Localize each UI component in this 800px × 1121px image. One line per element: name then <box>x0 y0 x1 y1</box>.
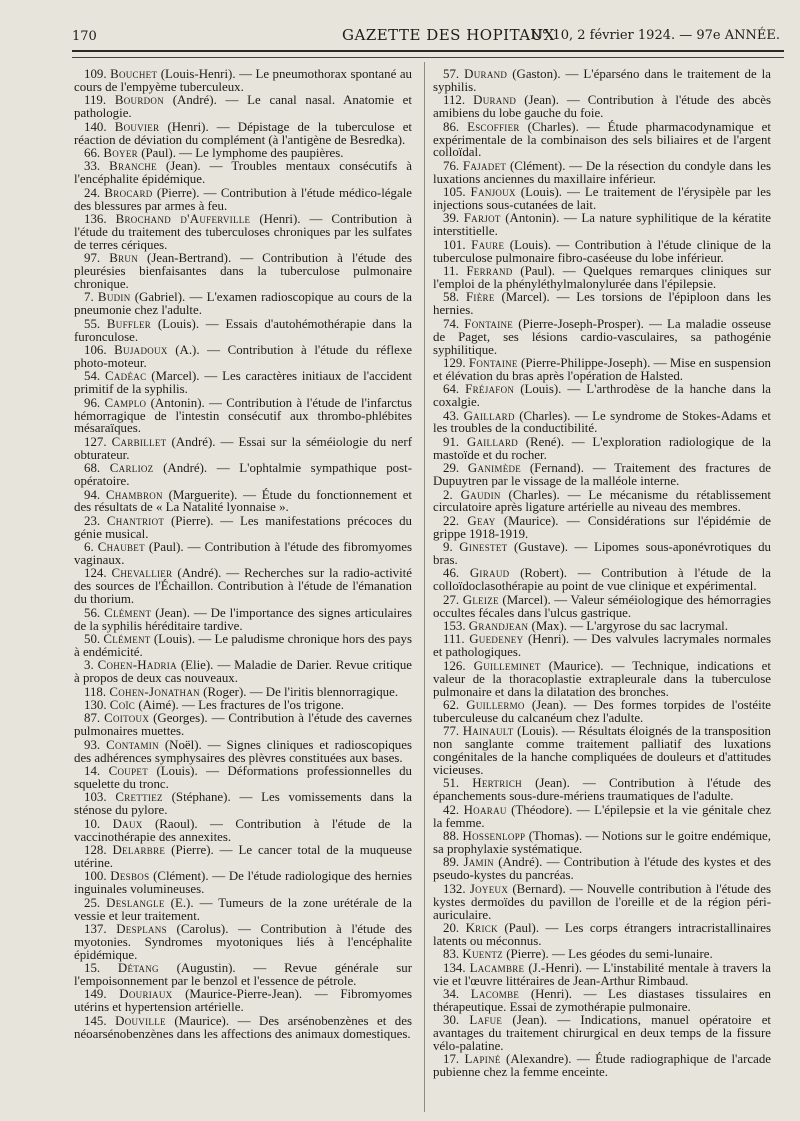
header-rule-thin <box>72 57 784 58</box>
entry-number: 111. <box>443 632 465 647</box>
author-name: Cadéac <box>104 369 147 384</box>
thesis-entry <box>433 725 771 777</box>
entry-text: (Louis). — Résultats éloignés de la transposition non sanglante comme traitement palliatif des luxations congénitales de la hanche compliquées de douleurs et d'attitudes vicieuses. <box>433 724 771 778</box>
entry-number: 76. <box>443 158 460 173</box>
author-name: Ganimède <box>467 461 522 476</box>
author-name: Krick <box>465 920 498 935</box>
entry-number: 119. <box>84 93 107 108</box>
entry-text: (Jean). — Contribution à l'étude des abcès amibiens du lobe gauche du foie. <box>433 93 771 121</box>
entry-text: (Henri). — Dépistage de la tuberculose et réaction de déviation du complément (à l'antigène de Besredka). <box>74 119 412 147</box>
entry-text: (Pierre). — Le cancer total de la muqueuse utérine. <box>74 842 412 870</box>
thesis-entry <box>74 844 412 870</box>
author-name: Grandjean <box>468 619 529 634</box>
entry-text: (Robert). — Contribution à l'étude de la colloïdoclasothérapie au point de vue clinique et expérimental. <box>433 566 771 594</box>
entry-number: 128. <box>84 842 107 857</box>
thesis-entry <box>433 948 771 961</box>
entry-number: 153. <box>443 619 466 634</box>
author-name: Daux <box>112 816 143 831</box>
entry-number: 29. <box>443 461 460 476</box>
entry-number: 77. <box>443 724 460 739</box>
entry-number: 112. <box>443 93 466 108</box>
entry-text: (Paul). — Quelques remarques cliniques sur l'emploi de la phényléthylmalonylurée dans l'épilepsie. <box>433 264 771 291</box>
entry-number: 17. <box>443 1052 460 1067</box>
entry-text: (Maurice). — Technique, indications et valeur de la thoracoplastie extrapleurale dans la tuberculose pulmonaire et dans la dilatation des bronches. <box>433 658 771 699</box>
entry-text: (Fernand). — Traitement des fractures de Dupuytren par le vissage de la malléole interne. <box>433 461 771 489</box>
author-name: Brochand d'Auferville <box>115 211 251 226</box>
entry-number: 7. <box>84 290 94 305</box>
thesis-entry <box>433 212 771 238</box>
entry-number: 57. <box>443 67 460 81</box>
author-name: Joyeux <box>469 881 509 896</box>
entry-number: 88. <box>443 829 460 844</box>
author-name: Cohen-Jonathan <box>109 684 200 699</box>
entry-text: (E.). — Tumeurs de la zone urétérale de la vessie et leur traitement. <box>74 895 412 923</box>
thesis-entry <box>74 291 412 317</box>
author-name: Chantriot <box>106 513 165 528</box>
thesis-entry <box>74 541 412 567</box>
entry-text: (André). — L'ophtalmie sympathique post-opératoire. <box>74 461 412 489</box>
entry-number: 137. <box>84 921 107 936</box>
author-name: Farjot <box>463 211 501 226</box>
author-name: Fière <box>465 290 495 305</box>
entry-number: 93. <box>84 737 101 752</box>
entry-text: (Henri). — Contribution à l'étude du traitement des tuberculoses chroniques par les sulfates de terres cériques. <box>74 211 412 252</box>
thesis-entry <box>433 357 771 383</box>
entry-number: 74. <box>443 316 460 331</box>
thesis-entry <box>433 94 771 120</box>
entry-number: 27. <box>443 592 460 607</box>
author-name: Cohen-Hadria <box>97 658 177 673</box>
thesis-entry <box>74 252 412 291</box>
entry-text: (Stéphane). — Les vomissements dans la sténose du pylore. <box>74 790 412 818</box>
thesis-entry <box>433 804 771 830</box>
thesis-entry <box>433 922 771 948</box>
entry-number: 126. <box>443 658 466 673</box>
author-name: Durand <box>473 93 517 108</box>
thesis-entry <box>74 659 412 685</box>
entry-text: (Alexandre). — Étude radiographique de l'arcade pubienne chez la femme enceinte. <box>433 1052 771 1080</box>
author-name: Lafue <box>469 1013 503 1028</box>
entry-number: 25. <box>84 895 101 910</box>
author-name: Hossenlopp <box>462 829 526 844</box>
author-name: Fontaine <box>468 355 518 370</box>
thesis-entry <box>433 594 771 620</box>
author-name: Chevallier <box>111 566 173 581</box>
entry-text: (Pierre-Philippe-Joseph). — Mise en suspension et élévation du bras après l'opération de Halsted. <box>433 355 771 383</box>
entry-number: 105. <box>443 185 466 200</box>
author-name: Lapiné <box>464 1052 501 1067</box>
author-name: Détang <box>117 961 159 976</box>
author-name: Jamin <box>463 855 494 870</box>
thesis-entry <box>74 121 412 147</box>
entry-number: 55. <box>84 316 101 331</box>
entry-text: (Paul). — Le lymphome des paupières. <box>137 145 344 160</box>
author-name: Desbos <box>110 869 150 884</box>
thesis-entry <box>433 830 771 856</box>
entry-text: (Louis). — Essais d'autohémothérapie dans la furonculose. <box>74 316 412 344</box>
thesis-entry <box>74 607 412 633</box>
entry-text: (André). — Essai sur la séméiologie du nerf obturateur. <box>74 434 412 462</box>
entry-text: (Raoul). — Contribution à l'étude de la vaccinothérapie des annexites. <box>74 816 412 844</box>
entry-number: 127. <box>84 434 107 449</box>
thesis-entry <box>74 94 412 120</box>
entry-number: 118. <box>84 684 107 699</box>
entry-text: (Henri). — Des valvules lacrymales normales et pathologiques. <box>433 632 771 660</box>
entry-number: 86. <box>443 119 460 134</box>
thesis-entry <box>433 541 771 567</box>
author-name: Coïc <box>109 698 136 712</box>
running-header <box>72 26 780 48</box>
entry-text: (Louis-Henri). — Le pneumothorax spontané au cours de l'empyème tuberculeux. <box>74 67 412 94</box>
author-name: Gaillard <box>466 434 519 449</box>
entry-text: (Charles). — Le mécanisme du rétablissement circulatoire après ligature artérielle au niveau des membres. <box>433 487 771 515</box>
issue-info: N° 10, 2 février 1924. — 97e ANNÉE. <box>530 28 780 43</box>
entry-text: (Pierre). — Contribution à l'étude médico-légale des blessures par armes à feu. <box>74 185 412 213</box>
thesis-entry <box>433 660 771 699</box>
entry-text: (Paul). — Les corps étrangers intracristallinaires latents ou méconnus. <box>433 920 771 948</box>
entry-text: (Louis). — Le traitement de l'érysipèle par les injections sous-cutanées de lait. <box>433 185 771 213</box>
author-name: Durand <box>464 67 508 81</box>
entry-text: (Carolus). — Contribution à l'étude des myotonies. Syndromes myotoniques liés à l'encéphalite épidémique. <box>74 921 412 962</box>
thesis-entry <box>74 739 412 765</box>
entry-number: 56. <box>84 605 101 620</box>
thesis-entry <box>74 147 412 160</box>
entry-number: 134. <box>443 960 466 975</box>
thesis-entry <box>433 633 771 659</box>
thesis-entry <box>433 988 771 1014</box>
author-name: Bourdon <box>114 93 165 108</box>
author-name: Carlioz <box>109 461 154 476</box>
author-name: Kuentz <box>462 947 503 962</box>
author-name: Boyer <box>103 145 138 160</box>
entry-number: 3. <box>84 658 94 673</box>
thesis-entry <box>74 962 412 988</box>
author-name: Hoarau <box>463 802 507 817</box>
author-name: Faure <box>471 237 505 252</box>
entry-text: (Aimé). — Les fractures de l'os trigone. <box>135 698 344 712</box>
thesis-entry <box>433 239 771 265</box>
entry-number: 20. <box>443 920 460 935</box>
author-name: Ginestet <box>459 540 508 555</box>
thesis-entry <box>433 383 771 409</box>
author-name: Ferrand <box>466 264 513 279</box>
entry-number: 11. <box>443 264 459 279</box>
entry-text: (Théodore). — L'épilepsie et la vie génitale chez la femme. <box>433 802 771 830</box>
entry-text: (Georges). — Contribution à l'étude des cavernes pulmonaires muettes. <box>74 711 412 739</box>
author-name: Gaillard <box>463 408 515 423</box>
author-name: Carbillet <box>111 434 167 449</box>
thesis-entry <box>433 410 771 436</box>
entry-text: (Marguerite). — Étude du fonctionnement et des résultats de « La Natalité lyonnaise ». <box>74 487 412 515</box>
author-name: Clément <box>104 605 152 620</box>
entry-text: (Noël). — Signes cliniques et radioscopiques des adhérences symphysaires des plèvres constituées aux bases. <box>74 737 412 765</box>
entry-number: 9. <box>443 540 453 555</box>
thesis-entry <box>433 121 771 160</box>
author-name: Giraud <box>469 566 510 581</box>
entry-text: (Bernard). — Nouvelle contribution à l'étude des kystes dermoïdes du pavillon de l'oreille et de la région péri-auriculaire. <box>433 881 771 922</box>
thesis-entry <box>74 397 412 436</box>
entry-text: (A.). — Contribution à l'étude du réflexe photo-moteur. <box>74 343 412 370</box>
thesis-entry <box>433 699 771 725</box>
right-column <box>433 68 771 1080</box>
left-column <box>74 68 412 1041</box>
entry-text: (Elie). — Maladie de Darier. Revue critique à propos de deux cas nouveaux. <box>74 658 412 686</box>
thesis-entry <box>74 318 412 344</box>
entry-number: 54. <box>84 369 101 384</box>
thesis-entry <box>433 462 771 488</box>
author-name: Guillermo <box>466 698 525 712</box>
entry-number: 130. <box>84 698 107 712</box>
header-rule-thick <box>72 50 784 52</box>
entry-number: 64. <box>443 382 460 397</box>
entry-text: (Jean). — Contribution à l'étude des épanchements sous-dure-mériens traumatiques de l'adulte. <box>433 776 771 804</box>
entry-number: 14. <box>84 764 101 779</box>
thesis-entry <box>433 515 771 541</box>
entry-text: (Jean-Bertrand). — Contribution à l'étude des pleurésies bienfaisantes dans la tuberculose pulmonaire chronique. <box>74 251 412 291</box>
entry-text: (Louis). — Le paludisme chronique hors des pays à endémicité. <box>74 631 412 659</box>
author-name: Douriaux <box>119 987 173 1002</box>
entry-number: 39. <box>443 211 460 226</box>
entry-number: 103. <box>84 790 107 805</box>
author-name: Delarbre <box>112 842 166 857</box>
entry-text: (André). — Contribution à l'étude des kystes et des pseudo-kystes du pancréas. <box>433 855 771 883</box>
page-number: 170 <box>72 29 97 44</box>
entry-number: 129. <box>443 355 466 370</box>
author-name: Douville <box>115 1013 166 1028</box>
author-name: Hertrich <box>472 776 522 791</box>
thesis-entry <box>433 620 771 633</box>
entry-number: 58. <box>443 290 460 305</box>
author-name: Budin <box>97 290 131 305</box>
entry-number: 68. <box>84 461 101 476</box>
entry-text: (Maurice). — Considérations sur l'épidémie de grippe 1918-1919. <box>433 513 771 541</box>
entry-number: 83. <box>443 947 460 962</box>
journal-title: GAZETTE DES HOPITAUX <box>342 26 555 44</box>
entry-number: 33. <box>84 159 101 174</box>
thesis-entry <box>74 791 412 817</box>
entry-text: (Max). — L'argyrose du sac lacrymal. <box>528 619 728 634</box>
thesis-entry <box>74 213 412 252</box>
entry-text: (Charles). — Étude pharmacodynamique et expérimentale de la combinaison des sels biliaires et de l'argent colloïdal. <box>433 119 771 160</box>
author-name: Lacombe <box>470 986 520 1001</box>
entry-number: 22. <box>443 513 460 528</box>
entry-number: 100. <box>84 869 107 884</box>
entry-number: 42. <box>443 802 460 817</box>
entry-text: (Marcel). — Valeur séméiologique des hémorragies occultes fécales dans l'ulcus gastrique. <box>433 592 771 620</box>
thesis-entry <box>433 489 771 515</box>
thesis-entry <box>433 777 771 803</box>
entry-number: 96. <box>84 395 101 410</box>
entry-text: (Maurice). — Des arsénobenzènes et des néoarsénobenzènes dans les affections des animaux domestiques. <box>74 1013 412 1041</box>
entry-number: 136. <box>84 211 107 226</box>
entry-text: (Louis). — Déformations professionnelles du squelette du tronc. <box>74 764 412 791</box>
thesis-entry <box>74 686 412 699</box>
author-name: Fréjafon <box>465 382 515 397</box>
author-name: Clément <box>103 631 151 646</box>
entry-text: (Louis). — L'arthrodèse de la hanche dans la coxalgie. <box>433 382 771 410</box>
thesis-entry <box>433 962 771 988</box>
entry-text: (Henri). — Les diastases tissulaires en thérapeutique. Essai de zymothérapie pulmonaire. <box>433 986 771 1014</box>
entry-text: (Clément). — De la résection du condyle dans les luxations anciennes du maxillaire inférieur. <box>433 158 771 186</box>
author-name: Deslangle <box>106 895 165 910</box>
entry-text: (André). — Le canal nasal. Anatomie et pathologie. <box>74 93 412 121</box>
author-name: Branche <box>109 159 157 174</box>
entry-text: (Jean). — Des formes torpides de l'ostéite tuberculeuse du calcanéum chez l'adulte. <box>433 698 771 725</box>
thesis-entry <box>74 897 412 923</box>
entry-text: (Paul). — Contribution à l'étude des fibromyomes vaginaux. <box>74 540 412 568</box>
entry-number: 149. <box>84 987 107 1002</box>
entry-text: (Marcel). — Les torsions de l'épiploon dans les hernies. <box>433 290 771 318</box>
author-name: Guedeney <box>469 632 524 647</box>
entry-number: 30. <box>443 1013 460 1028</box>
entry-text: (Louis). — Contribution à l'étude clinique de la tuberculose pulmonaire fibro-caséeuse du lobe inférieur. <box>433 237 771 265</box>
entry-text: (Augustin). — Revue générale sur l'empoisonnement par le benzol et l'essence de pétrole. <box>74 961 412 989</box>
entry-number: 91. <box>443 434 460 449</box>
thesis-entry <box>74 160 412 186</box>
thesis-entry <box>74 633 412 659</box>
author-name: Coupet <box>108 764 149 779</box>
author-name: Desplans <box>116 921 167 936</box>
entry-number: 145. <box>84 1013 107 1028</box>
author-name: Crettiez <box>115 790 163 805</box>
thesis-entry <box>74 370 412 396</box>
entry-number: 50. <box>84 631 101 646</box>
entry-text: (Antonin). — Contribution à l'étude de l'infarctus hémorragique de l'intestin consécutif aux thrombo-phlébites mésaraïques. <box>74 395 412 436</box>
entry-number: 34. <box>443 986 460 1001</box>
author-name: Lacambre <box>469 960 525 975</box>
entry-number: 10. <box>84 816 101 831</box>
entry-number: 15. <box>84 961 101 976</box>
thesis-entry <box>74 923 412 962</box>
entry-number: 6. <box>84 540 94 555</box>
author-name: Bouvier <box>114 119 160 134</box>
thesis-entry <box>74 489 412 515</box>
thesis-entry <box>433 567 771 593</box>
thesis-entry <box>74 765 412 791</box>
entry-number: 2. <box>443 487 453 502</box>
entry-number: 46. <box>443 566 460 581</box>
entry-number: 51. <box>443 776 460 791</box>
thesis-entry <box>74 988 412 1014</box>
thesis-entry <box>433 883 771 922</box>
thesis-entry <box>74 68 412 94</box>
author-name: Contamin <box>106 737 159 752</box>
entry-text: (André). — Recherches sur la radio-activité des sources de l'Échaillon. Contribution à l'étude de l'émanation du thorium. <box>74 566 412 607</box>
thesis-entry <box>74 187 412 213</box>
entry-number: 94. <box>84 487 101 502</box>
thesis-entry <box>74 462 412 488</box>
author-name: Chambron <box>105 487 163 502</box>
thesis-entry <box>433 436 771 462</box>
thesis-entry <box>74 712 412 738</box>
thesis-entry <box>433 265 771 291</box>
author-name: Bujadoux <box>114 343 168 358</box>
entry-text: (Pierre). — Les géodes du semi-lunaire. <box>502 947 713 962</box>
author-name: Chaubet <box>97 540 145 555</box>
thesis-entry <box>74 567 412 606</box>
entry-text: (Antonin). — La nature syphilitique de la kératite interstitielle. <box>433 211 771 239</box>
entry-text: (J.-Henri). — L'instabilité mentale à travers la vie et l'œuvre littéraires de Jean-Arthur Rimbaud. <box>433 960 771 988</box>
entry-text: (Jean). — De l'importance des signes articulaires de la syphilis héréditaire tardive. <box>74 605 412 633</box>
entry-text: (Gabriel). — L'examen radioscopique au cours de la pneumonie chez l'adulte. <box>74 290 412 318</box>
entry-number: 89. <box>443 855 460 870</box>
entry-text: (Jean). — Indications, manuel opératoire et avantages du traitement chirurgical en deux temps de la fissure vélo-palatine. <box>433 1013 771 1054</box>
author-name: Coitoux <box>104 711 150 726</box>
entry-text: (Gaston). — L'éparséno dans le traitement de la syphilis. <box>433 67 771 94</box>
column-divider <box>424 62 425 1112</box>
thesis-entry <box>433 1014 771 1053</box>
thesis-entry <box>433 856 771 882</box>
author-name: Fajadet <box>462 158 507 173</box>
author-name: Brun <box>109 251 138 266</box>
entry-text: (Pierre-Joseph-Prosper). — La maladie osseuse de Paget, ses lésions cardio-vasculaires, sa pathogénie syphilitique. <box>433 316 771 357</box>
entry-number: 106. <box>84 343 107 358</box>
entry-number: 140. <box>84 119 107 134</box>
entry-text: (Maurice-Pierre-Jean). — Fibromyomes utérins et hypertension artérielle. <box>74 987 412 1015</box>
entry-number: 101. <box>443 237 466 252</box>
thesis-entry <box>433 160 771 186</box>
entry-number: 23. <box>84 513 101 528</box>
author-name: Guilleminet <box>473 658 541 673</box>
author-name: Escoffier <box>467 119 520 134</box>
entry-text: (Clément). — De l'étude radiologique des hernies inguinales volumineuses. <box>74 869 413 897</box>
thesis-entry <box>74 699 412 712</box>
author-name: Hainault <box>462 724 514 739</box>
thesis-entry <box>433 186 771 212</box>
thesis-entry <box>74 515 412 541</box>
author-name: Camplo <box>104 395 147 410</box>
entry-text: (Marcel). — Les caractères initiaux de l'accident primitif de la syphilis. <box>74 369 412 397</box>
entry-number: 43. <box>443 408 460 423</box>
entry-text: (Charles). — Le syndrome de Stokes-Adams et les troubles de la conductibilité. <box>433 408 771 436</box>
entry-text: (Roger). — De l'iritis blennorragique. <box>199 684 399 699</box>
thesis-entry <box>74 818 412 844</box>
entry-text: (Gustave). — Lipomes sous-aponévrotiques du bras. <box>433 540 771 568</box>
entry-number: 132. <box>443 881 466 896</box>
entry-number: 66. <box>84 145 101 160</box>
entry-number: 24. <box>84 185 101 200</box>
entry-text: (Thomas). — Notions sur le goitre endémique, sa prophylaxie systématique. <box>433 829 771 856</box>
author-name: Fanjoux <box>470 185 516 200</box>
entry-text: (Jean). — Troubles mentaux consécutifs à l'encéphalite épidémique. <box>74 159 412 187</box>
author-name: Fontaine <box>464 316 514 331</box>
thesis-entry <box>74 436 412 462</box>
thesis-entry <box>433 1053 771 1079</box>
entry-text: (René). — L'exploration radiologique de la mastoïde et du rocher. <box>433 434 771 462</box>
entry-text: (Pierre). — Les manifestations précoces du génie musical. <box>74 513 412 541</box>
author-name: Geay <box>467 513 496 528</box>
thesis-entry <box>433 318 771 357</box>
entry-number: 97. <box>84 251 101 266</box>
thesis-entry <box>433 291 771 317</box>
entry-number: 109. <box>84 67 107 81</box>
author-name: Brocard <box>104 185 153 200</box>
entry-number: 87. <box>84 711 101 726</box>
thesis-entry <box>433 68 771 94</box>
author-name: Buffler <box>106 316 152 331</box>
entry-number: 124. <box>84 566 107 581</box>
thesis-entry <box>74 344 412 370</box>
thesis-entry <box>74 1015 412 1041</box>
author-name: Bouchet <box>110 67 158 81</box>
entry-number: 62. <box>443 698 460 712</box>
author-name: Gleize <box>462 592 499 607</box>
author-name: Gaudin <box>460 487 501 502</box>
thesis-entry <box>74 870 412 896</box>
